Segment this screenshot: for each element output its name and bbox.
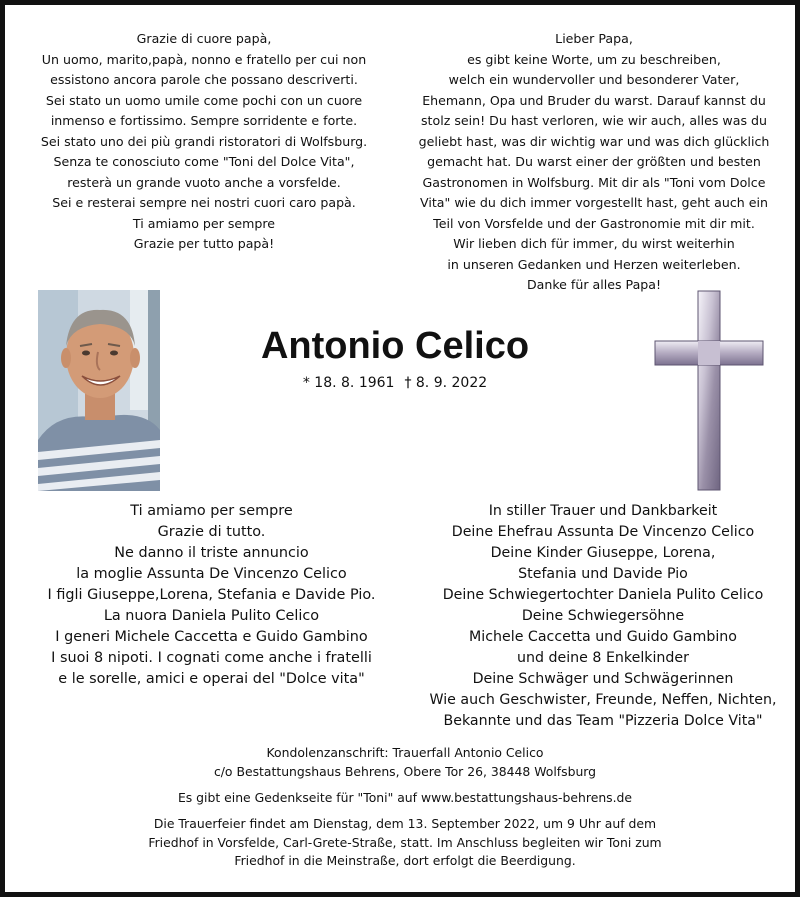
cross-graphic <box>653 289 765 492</box>
tribute-line: in unseren Gedanken und Herzen weiterleben. <box>447 256 741 272</box>
german-tribute <box>393 29 795 296</box>
condolence-address <box>45 744 765 781</box>
memorial-line: Es gibt eine Gedenkseite für "Toni" auf www.bestattungshaus-behrens.de <box>177 790 633 805</box>
mourner-line: Deine Ehefrau Assunta De Vincenzo Celico <box>451 524 755 540</box>
mourner-line: und deine 8 Enkelkinder <box>517 650 689 666</box>
life-dates <box>185 373 605 393</box>
tribute-line: Gastronomen in Wolfsburg. Mit dir als "Toni vom Dolce <box>422 174 766 190</box>
ceremony-line: Die Trauerfeier findet am Dienstag, dem 13. September 2022, um 9 Uhr auf dem <box>153 816 657 831</box>
mourner-line: Deine Schwiegertochter Daniela Pulito Celico <box>442 587 764 603</box>
ceremony-line: Friedhof in Vorsfelde, Carl-Grete-Straße, statt. Im Anschluss begleiten wir Toni zum <box>148 834 662 850</box>
mourner-line: Ti amiamo per sempre <box>130 503 293 519</box>
tribute-line: stolz sein! Du hast verloren, wie wir auch, alles was du <box>421 113 767 128</box>
tribute-line: es gibt keine Worte, um zu beschreiben, <box>467 51 721 67</box>
mourner-line: Bekannte und das Team "Pizzeria Dolce Vita" <box>443 713 763 729</box>
tribute-line: Sei stato uno dei più grandi ristoratori di Wolfsburg. <box>40 133 368 149</box>
mourner-line: La nuora Daniela Pulito Celico <box>103 608 320 624</box>
portrait-photo <box>38 290 160 491</box>
tribute-line: Wir lieben dich für immer, du wirst weiterhin <box>453 236 735 251</box>
tribute-line: Senza te conosciuto come "Toni del Dolce Vita", <box>53 154 355 169</box>
tribute-line: welch ein wundervoller und besonderer Vater, <box>448 72 740 87</box>
italian-tribute <box>19 29 389 255</box>
mourner-line: I figli Giuseppe,Lorena, Stefania e Davide Pio. <box>47 587 376 603</box>
tribute-line: geliebt hast, was dir wichtig war und was dich glücklich <box>418 133 770 149</box>
tribute-line: Grazie di cuore papà, <box>136 31 272 46</box>
mourner-line: In stiller Trauer und Dankbarkeit <box>488 503 718 519</box>
death-date: † 8. 9. 2022 <box>404 375 488 391</box>
portrait-illustration <box>38 290 160 491</box>
tribute-line: Vita" wie du dich immer vorgestellt hast, geht auch ein <box>420 195 768 210</box>
birth-date: * 18. 8. 1961 <box>302 375 395 391</box>
tribute-line: Sei stato un uomo umile come pochi con un cuore <box>45 92 363 108</box>
tribute-line: Danke für alles Papa! <box>526 277 662 292</box>
mourner-line: Grazie di tutto. <box>157 524 266 540</box>
mourner-line: I suoi 8 nipoti. I cognati come anche i fratelli <box>51 650 372 666</box>
mourner-line: Deine Schwiegersöhne <box>521 608 685 624</box>
mourner-line: e le sorelle, amici e operai del "Dolce vita" <box>58 671 365 687</box>
tribute-line: Grazie per tutto papà! <box>133 236 275 251</box>
memorial-page-note <box>45 789 765 808</box>
address-line: Kondolenzanschrift: Trauerfall Antonio Celico <box>266 745 544 760</box>
ceremony-line: Friedhof in die Meinstraße, dort erfolgt die Beerdigung. <box>234 853 576 868</box>
mourner-line: Stefania und Davide Pio <box>518 566 688 582</box>
tribute-line: inmenso e fortissimo. Sempre sorridente e forte. <box>50 113 358 128</box>
mourner-line: Deine Kinder Giuseppe, Lorena, <box>490 545 716 561</box>
german-mourners <box>405 501 800 732</box>
mourner-line: I generi Michele Caccetta e Guido Gambino <box>55 629 368 645</box>
italian-mourners <box>19 501 404 690</box>
mourner-line: Ne danno il triste annuncio <box>114 545 309 561</box>
tribute-line: Ehemann, Opa und Bruder du warst. Darauf kannst du <box>422 92 766 108</box>
ceremony-info <box>45 815 765 871</box>
address-line: c/o Bestattungshaus Behrens, Obere Tor 26, 38448 Wolfsburg <box>213 763 597 779</box>
mourner-line: la moglie Assunta De Vincenzo Celico <box>76 566 347 582</box>
mourner-line: Michele Caccetta und Guido Gambino <box>469 629 737 645</box>
tribute-line: Sei e resterai sempre nei nostri cuori caro papà. <box>52 195 356 210</box>
tribute-line: Lieber Papa, <box>555 31 633 46</box>
tribute-line: resterà un grande vuoto anche a vorsfelde. <box>67 174 341 190</box>
tribute-line: Un uomo, marito,papà, nonno e fratello per cui non <box>41 51 367 67</box>
tribute-line: essistono ancora parole che possano descriverti. <box>50 72 358 87</box>
cross-icon <box>653 289 765 492</box>
mourner-line: Wie auch Geschwister, Freunde, Neffen, Nichten, <box>429 692 777 708</box>
tribute-line: Teil von Vorsfelde und der Gastronomie mit dir mit. <box>433 215 755 231</box>
tribute-line: gemacht hat. Du warst einer der größten und besten <box>427 154 761 169</box>
tribute-line: Ti amiamo per sempre <box>132 215 276 231</box>
deceased-name: Antonio Celico <box>260 325 530 367</box>
mourner-line: Deine Schwäger und Schwägerinnen <box>472 671 734 687</box>
